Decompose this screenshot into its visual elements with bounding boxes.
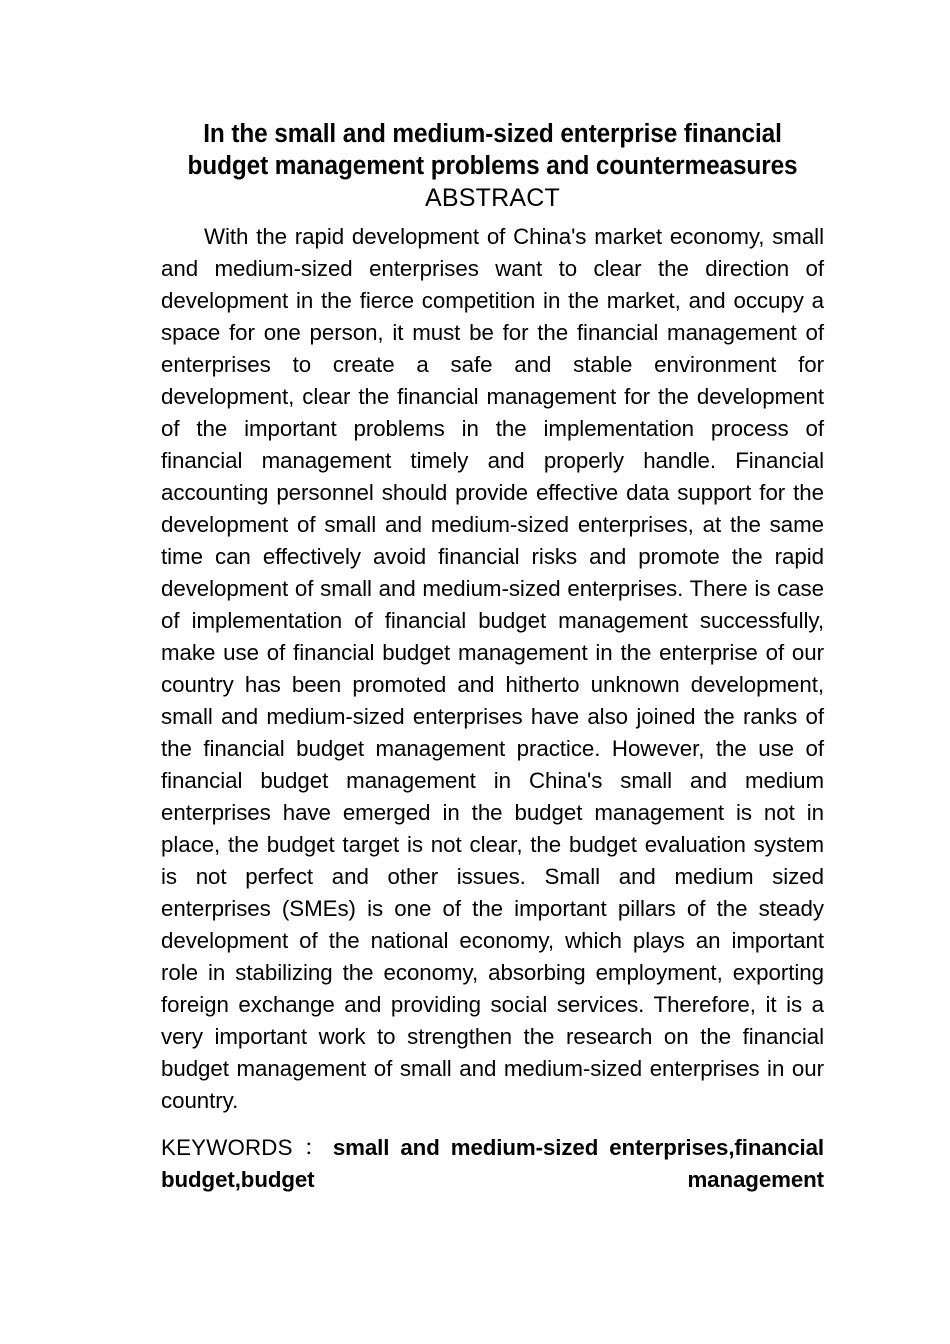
- keywords-separator: ：: [298, 1135, 331, 1160]
- page-title: In the small and medium-sized enterprise financial budget management problems and countermeasures: [187, 120, 798, 180]
- keywords-values: small and medium-sized enterprises,financial budget,budget management: [161, 1135, 824, 1192]
- keywords-line: [161, 1132, 824, 1228]
- abstract-heading: ABSTRACT: [425, 184, 560, 212]
- document-content: [161, 118, 824, 1228]
- keywords-label: KEYWORDS: [161, 1135, 293, 1160]
- abstract-body-text: With the rapid development of China's market economy, small and medium-sized enterprises want to clear the direction of development in the fierce competition in the market, and occupy a space for one person, it must be for the financial management of enterprises to create a safe and stable environment for development, clear the financial management for the development of the important problems in the implementation process of financial management timely and properly handle. Financial accounting personnel should provide effective data support for the development of small and medium-sized enterprises, at the same time can effectively avoid financial risks and promote the rapid development of small and medium-sized enterprises. There is case of implementation of financial budget management successfully, make use of financial budget management in the enterprise of our country has been promoted and hitherto unknown development, small and medium-sized enterprises have also joined the ranks of the financial budget management practice. However, the use of financial budget management in China's small and medium enterprises have emerged in the budget management is not in place, the budget target is not clear, the budget evaluation system is not perfect and other issues. Small and medium sized enterprises (SMEs) is one of the important pillars of the steady development of the national economy, which plays an important role in stabilizing the economy, absorbing employment, exporting foreign exchange and providing social services. Therefore, it is a very important work to strengthen the research on the financial budget management of small and medium-sized enterprises in our country.: [161, 224, 824, 1113]
